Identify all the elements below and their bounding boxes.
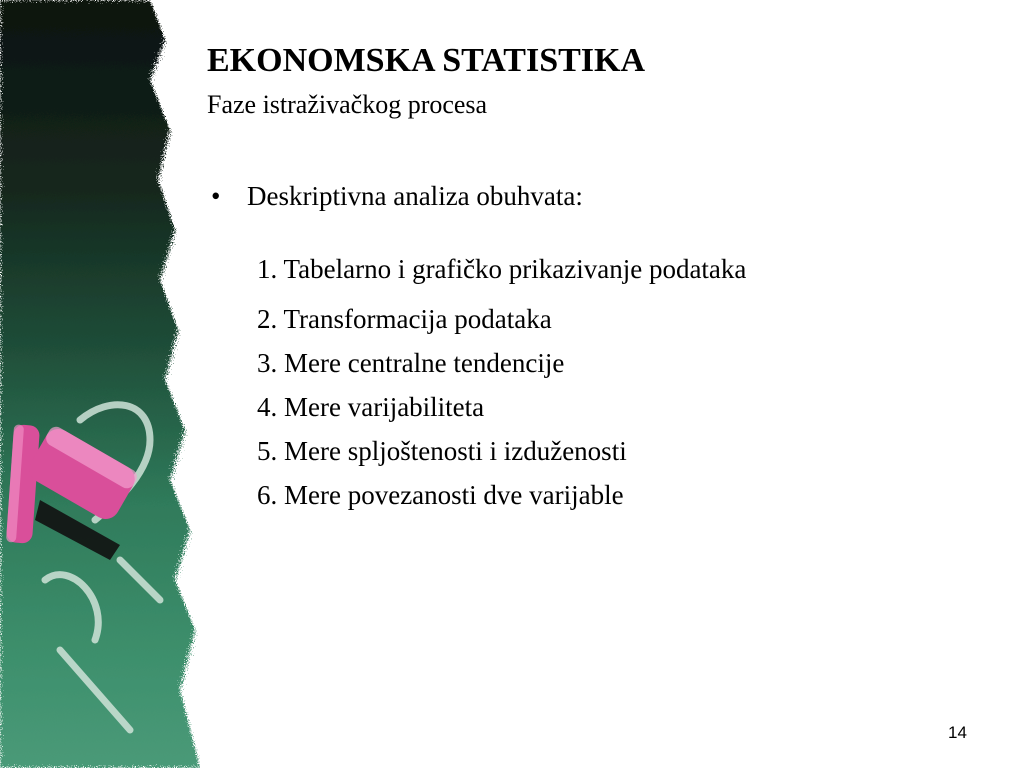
slide-subtitle: Faze istraživačkog procesa (207, 90, 488, 119)
slide-title: EKONOMSKA STATISTIKA (207, 42, 646, 79)
bullet-marker: • (211, 181, 221, 211)
list-item: 5. Mere spljoštenosti i izduženosti (257, 436, 627, 466)
list-item: 3. Mere centralne tendencije (257, 348, 565, 378)
page-number: 14 (948, 723, 967, 742)
numbered-list (257, 251, 746, 521)
list-item: 2. Transformacija podataka (257, 304, 552, 334)
bullet-item (211, 181, 583, 212)
list-item: 6. Mere povezanosti dve varijable (257, 480, 624, 510)
list-item: 4. Mere varijabiliteta (257, 392, 485, 422)
chalkboard-decoration (0, 0, 240, 768)
list-item: 1. Tabelarno i grafičko prikazivanje podataka (257, 254, 747, 284)
bullet-text: Deskriptivna analiza obuhvata: (247, 181, 583, 211)
